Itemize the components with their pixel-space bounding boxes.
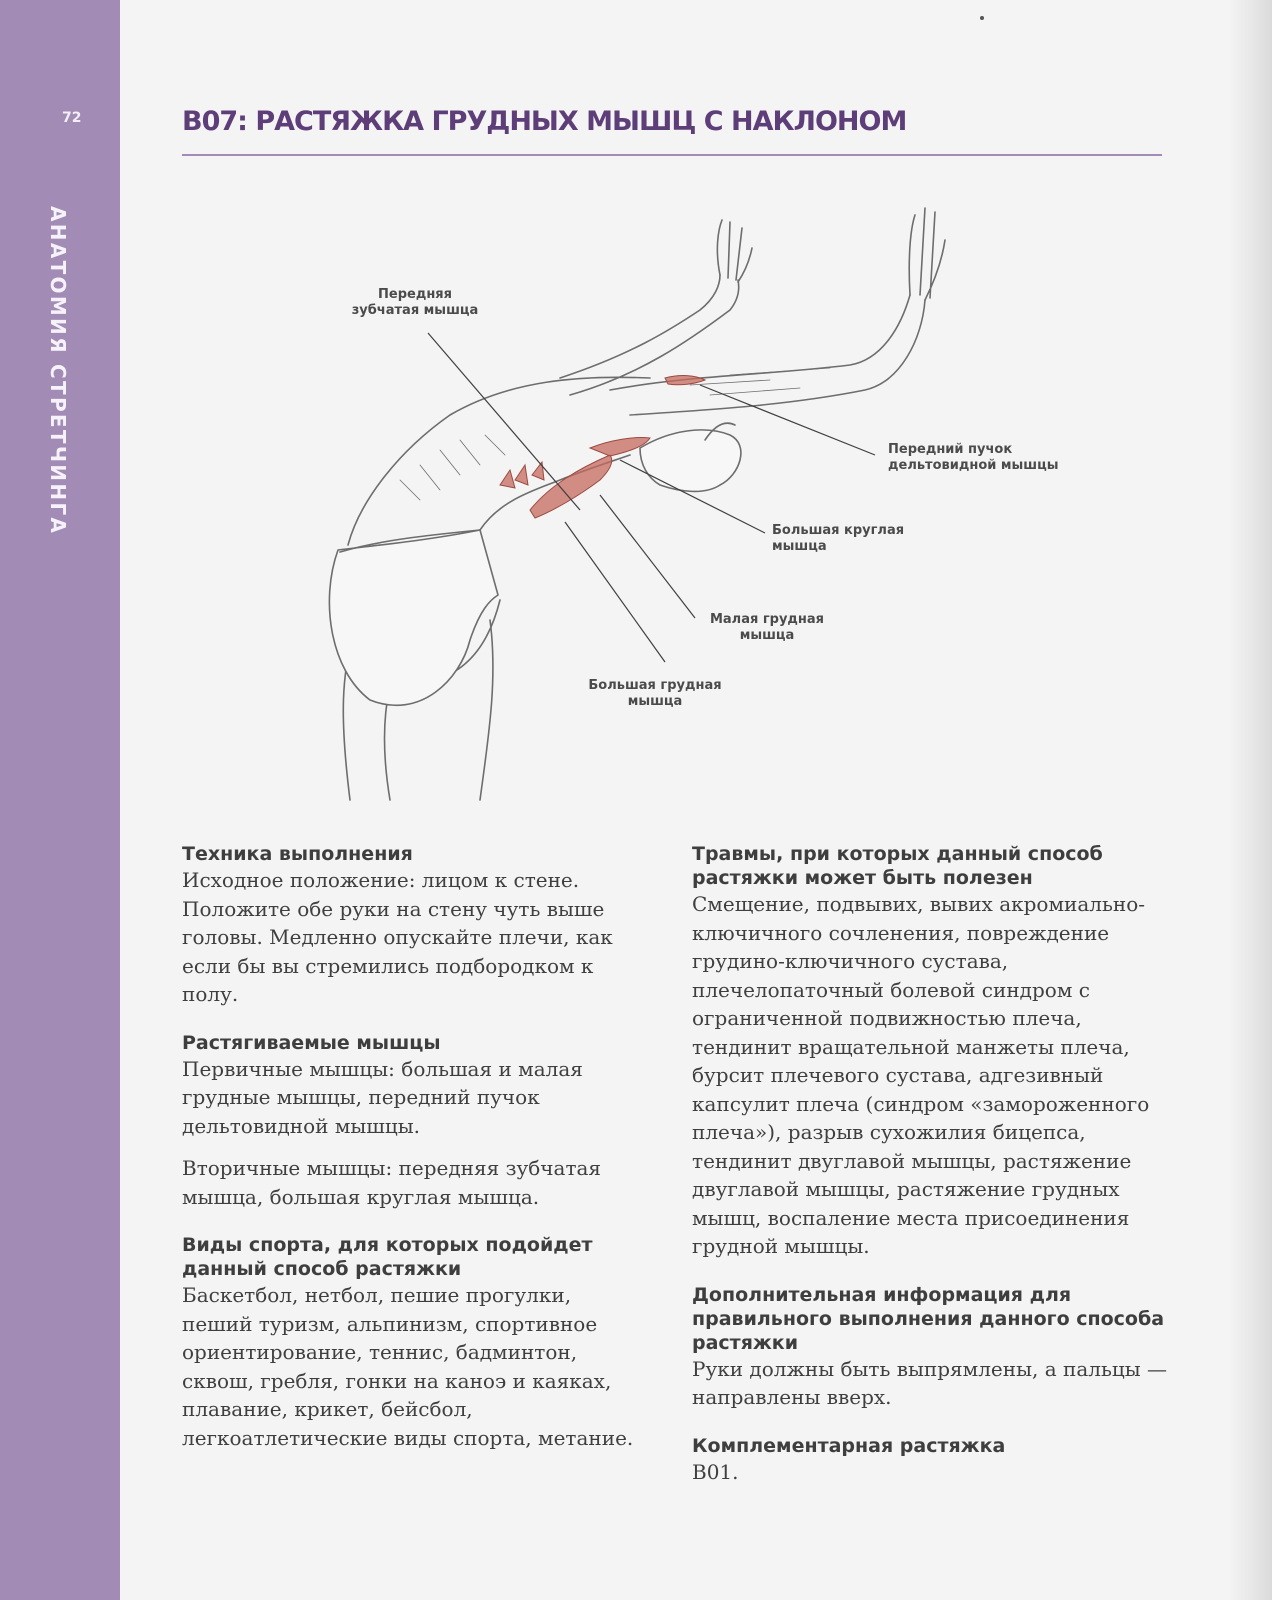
section-muscles bbox=[182, 1031, 642, 1212]
section-technique bbox=[182, 842, 642, 1009]
section-complementary bbox=[692, 1434, 1167, 1487]
label-teres-major-line2: мышца bbox=[772, 539, 827, 554]
sports-heading: Виды спорта, для которых подойдет данный способ растяжки bbox=[182, 1234, 593, 1280]
label-pectoralis-major-line1: Большая грудная bbox=[588, 678, 722, 693]
label-pectoralis-minor-line2: мышца bbox=[739, 628, 795, 643]
section-sidebar bbox=[0, 0, 120, 1600]
injuries-heading: Травмы, при которых данный способ растяжки может быть полезен bbox=[692, 843, 1103, 889]
muscles-primary-text: Первичные мышцы: большая и малая грудные мышцы, передний пучок дельтовидной мышцы. bbox=[182, 1056, 583, 1138]
print-speck bbox=[980, 16, 984, 20]
sports-text: Баскетбол, нетбол, пешие прогулки, пеший туризм, альпинизм, спортивное ориентирование, теннис, бадминтон, сквош, гребля, гонки на каноэ и каяках, плавание, крикет, бейсбол, легкоатлетические виды спорта, метание. bbox=[182, 1283, 634, 1450]
technique-heading: Техника выполнения bbox=[182, 843, 413, 865]
section-sports bbox=[182, 1233, 642, 1452]
label-serratus-anterior bbox=[350, 287, 480, 319]
label-serratus-anterior-line2: зубчатая мышца bbox=[351, 303, 479, 318]
text-column-right bbox=[692, 842, 1167, 1508]
section-additional-info bbox=[692, 1283, 1167, 1412]
label-pectoralis-major bbox=[580, 678, 730, 710]
additional-info-text: Руки должны быть выпрямлены, а пальцы — направлены вверх. bbox=[692, 1356, 1167, 1409]
label-teres-major-line1: Большая круглая bbox=[772, 523, 905, 538]
complementary-text: B01. bbox=[692, 1459, 739, 1484]
title-rule bbox=[182, 154, 1162, 156]
label-anterior-deltoid bbox=[888, 442, 1059, 474]
section-injuries bbox=[692, 842, 1167, 1261]
label-anterior-deltoid-line1: Передний пучок bbox=[888, 442, 1013, 457]
label-pectoralis-major-line2: мышца bbox=[627, 694, 683, 709]
complementary-heading: Комплементарная растяжка bbox=[692, 1434, 1006, 1457]
label-teres-major bbox=[772, 523, 904, 555]
label-pectoralis-minor-line1: Малая грудная bbox=[709, 612, 825, 627]
label-anterior-deltoid-line2: дельтовидной мышцы bbox=[888, 458, 1059, 473]
anatomy-illustration bbox=[310, 200, 1130, 815]
page-edge-shadow bbox=[1228, 0, 1272, 1600]
injuries-text: Смещение, подвывих, вывих акромиально-ключичного сочленения, повреждение грудино-ключичного сустава, плечелопаточный болевой синдром с ограниченной подвижностью плеча, тендинит вращательной манжеты плеча, бурсит плечевого сустава, адгезивный капсулит плеча (синдром «замороженного плеча»), разрыв сухожилия бицепса, тендинит двуглавой мышцы, растяжение двуглавой мышцы, растяжение грудных мышц, воспаление места присоединения грудной мышцы. bbox=[692, 892, 1150, 1258]
page-title: B07: РАСТЯЖКА ГРУДНЫХ МЫШЦ С НАКЛОНОМ bbox=[182, 106, 907, 137]
additional-info-heading: Дополнительная информация для правильного выполнения данного способа растяжки bbox=[692, 1283, 1165, 1354]
technique-text: Исходное положение: лицом к стене. Положите обе руки на стену чуть выше головы. Медленно опускайте плечи, как если бы вы стремились подбородком к полу. bbox=[182, 868, 613, 1006]
label-serratus-anterior-line1: Передняя bbox=[378, 287, 452, 302]
page-number: 72 bbox=[62, 110, 82, 126]
label-pectoralis-minor bbox=[702, 612, 832, 644]
muscles-secondary-text: Вторичные мышцы: передняя зубчатая мышца, большая круглая мышца. bbox=[182, 1156, 602, 1209]
muscles-heading: Растягиваемые мышцы bbox=[182, 1031, 441, 1054]
section-tab-label: АНАТОМИЯ СТРЕТЧИНГА bbox=[46, 206, 70, 536]
text-column-left bbox=[182, 842, 642, 1474]
